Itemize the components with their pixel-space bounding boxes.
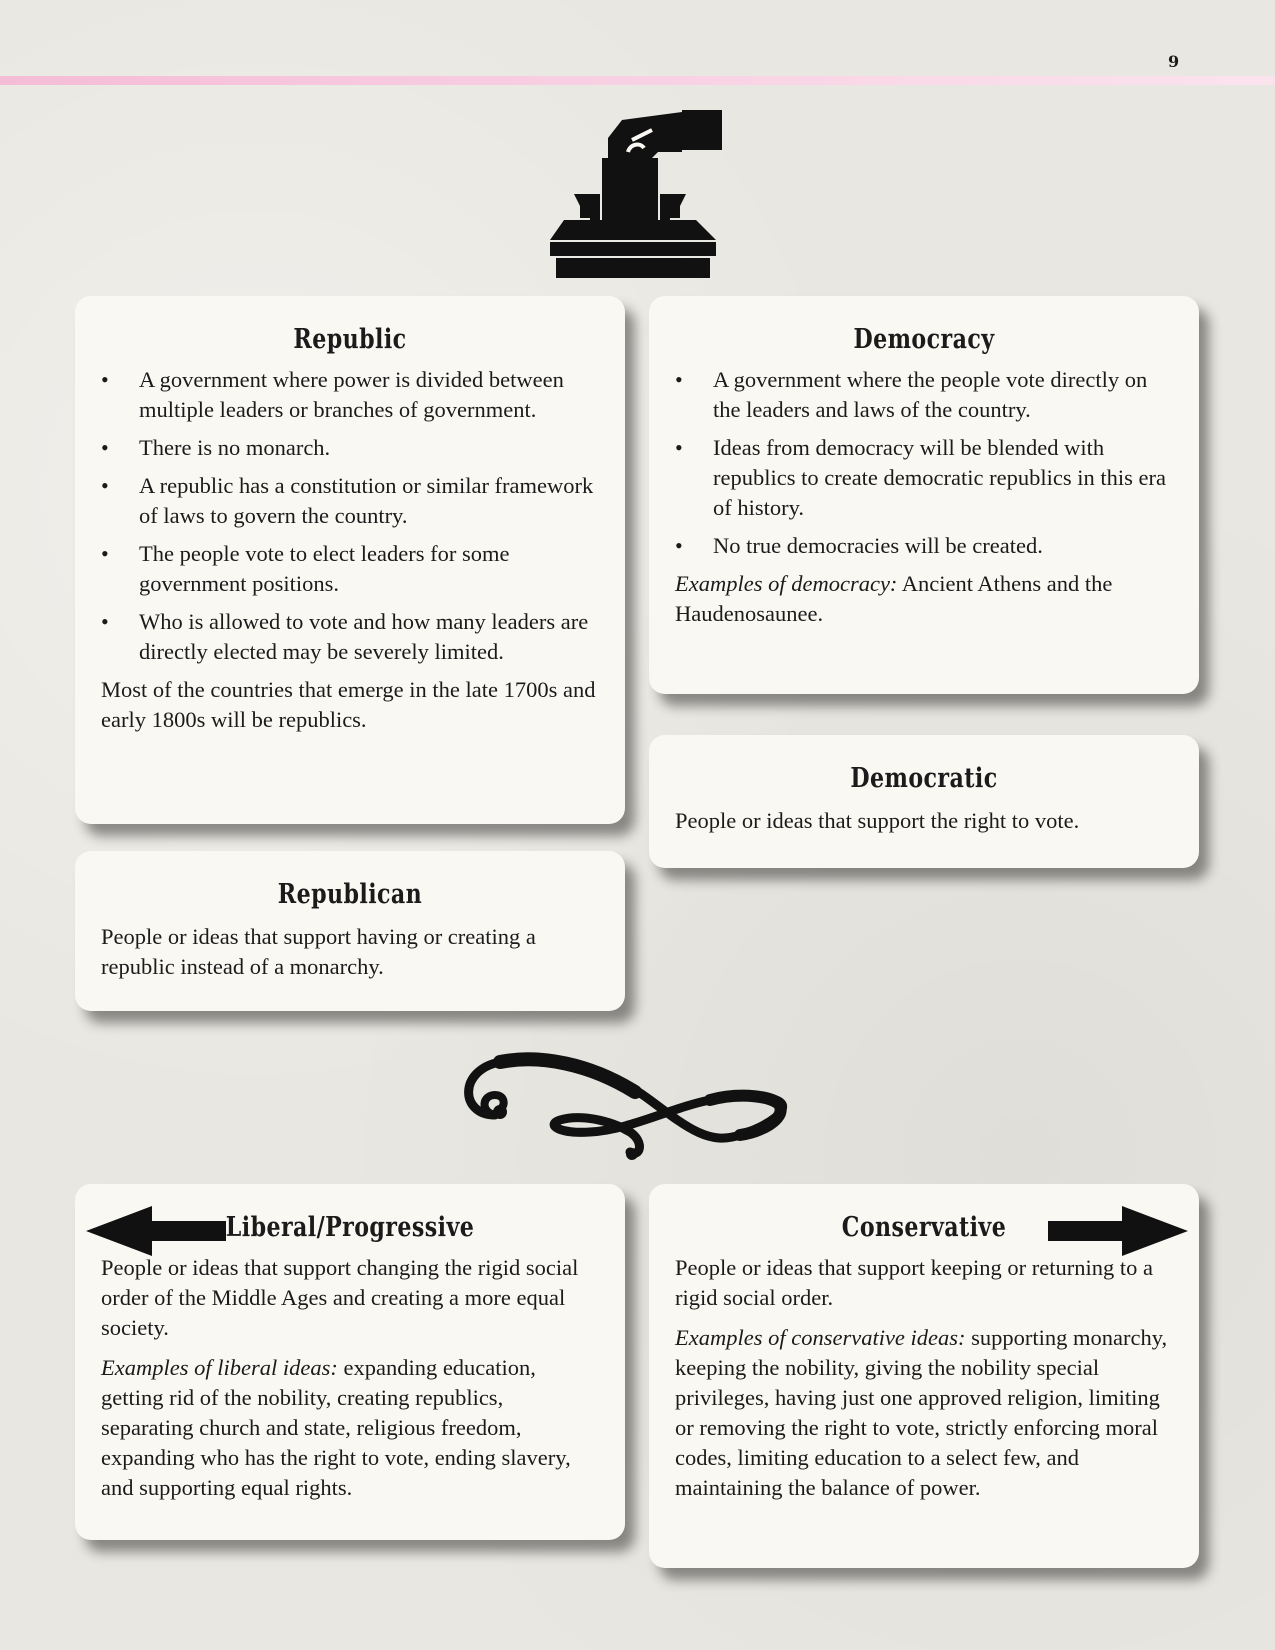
conservative-title: Conservative xyxy=(841,1212,1007,1243)
democracy-examples-label: Examples of democracy: xyxy=(675,571,898,596)
arrow-right-icon xyxy=(1048,1206,1188,1256)
republic-bullets xyxy=(101,365,599,667)
conservative-examples-label: Examples of conservative ideas: xyxy=(675,1325,966,1350)
list-item: • A government where the people vote directly on the leaders and laws of the country. xyxy=(675,365,1173,425)
liberal-examples-text: expanding education, getting rid of the nobility, creating republics, separating church and state, religious freedom, expanding who has the right to vote, ending slavery, and supporting equal rights. xyxy=(101,1355,571,1500)
democracy-title: Democracy xyxy=(853,324,995,355)
republic-note: Most of the countries that emerge in the late 1700s and early 1800s will be republics. xyxy=(101,677,596,732)
republic-title: Republic xyxy=(293,324,407,355)
arrow-left-icon xyxy=(86,1206,226,1256)
ornamental-flourish xyxy=(440,1040,820,1170)
republic-card xyxy=(75,296,625,824)
list-item: • Ideas from democracy will be blended with republics to create democratic republics in this era of history. xyxy=(675,433,1173,523)
ballot-box-icon xyxy=(550,108,725,283)
list-item: • The people vote to elect leaders for some government positions. xyxy=(101,539,599,599)
header-rule xyxy=(0,76,1275,85)
republican-card xyxy=(75,851,625,1011)
democracy-examples-text: Ancient Athens and the Haudenosaunee. xyxy=(675,571,1113,626)
conservative-examples xyxy=(675,1323,1173,1503)
democratic-text: People or ideas that support the right to vote. xyxy=(675,808,1080,833)
conservative-examples-text: supporting monarchy, keeping the nobility, giving the nobility special privileges, having just one approved religion, limiting or removing the right to vote, strictly enforcing moral codes, limiting education to a select few, and maintaining the balance of power. xyxy=(675,1325,1168,1500)
list-item: • A republic has a constitution or similar framework of laws to govern the country. xyxy=(101,471,599,531)
page-number: 9 xyxy=(1168,52,1180,71)
democracy-bullets xyxy=(675,365,1173,561)
democratic-title: Democratic xyxy=(850,763,998,794)
republican-text: People or ideas that support having or creating a republic instead of a monarchy. xyxy=(101,924,536,979)
republican-title: Republican xyxy=(277,879,423,910)
liberal-text: People or ideas that support changing the rigid social order of the Middle Ages and creating a more equal society. xyxy=(101,1255,579,1340)
conservative-text: People or ideas that support keeping or returning to a rigid social order. xyxy=(675,1255,1154,1310)
liberal-examples-label: Examples of liberal ideas: xyxy=(101,1355,338,1380)
democracy-examples xyxy=(675,569,1173,629)
liberal-title: Liberal/Progressive xyxy=(225,1212,475,1243)
list-item: • A government where power is divided between multiple leaders or branches of government. xyxy=(101,365,599,425)
list-item: • Who is allowed to vote and how many leaders are directly elected may be severely limited. xyxy=(101,607,599,667)
list-item: • There is no monarch. xyxy=(101,433,599,463)
democracy-card xyxy=(649,296,1199,694)
democratic-card xyxy=(649,735,1199,868)
list-item: • No true democracies will be created. xyxy=(675,531,1173,561)
liberal-examples xyxy=(101,1353,599,1503)
